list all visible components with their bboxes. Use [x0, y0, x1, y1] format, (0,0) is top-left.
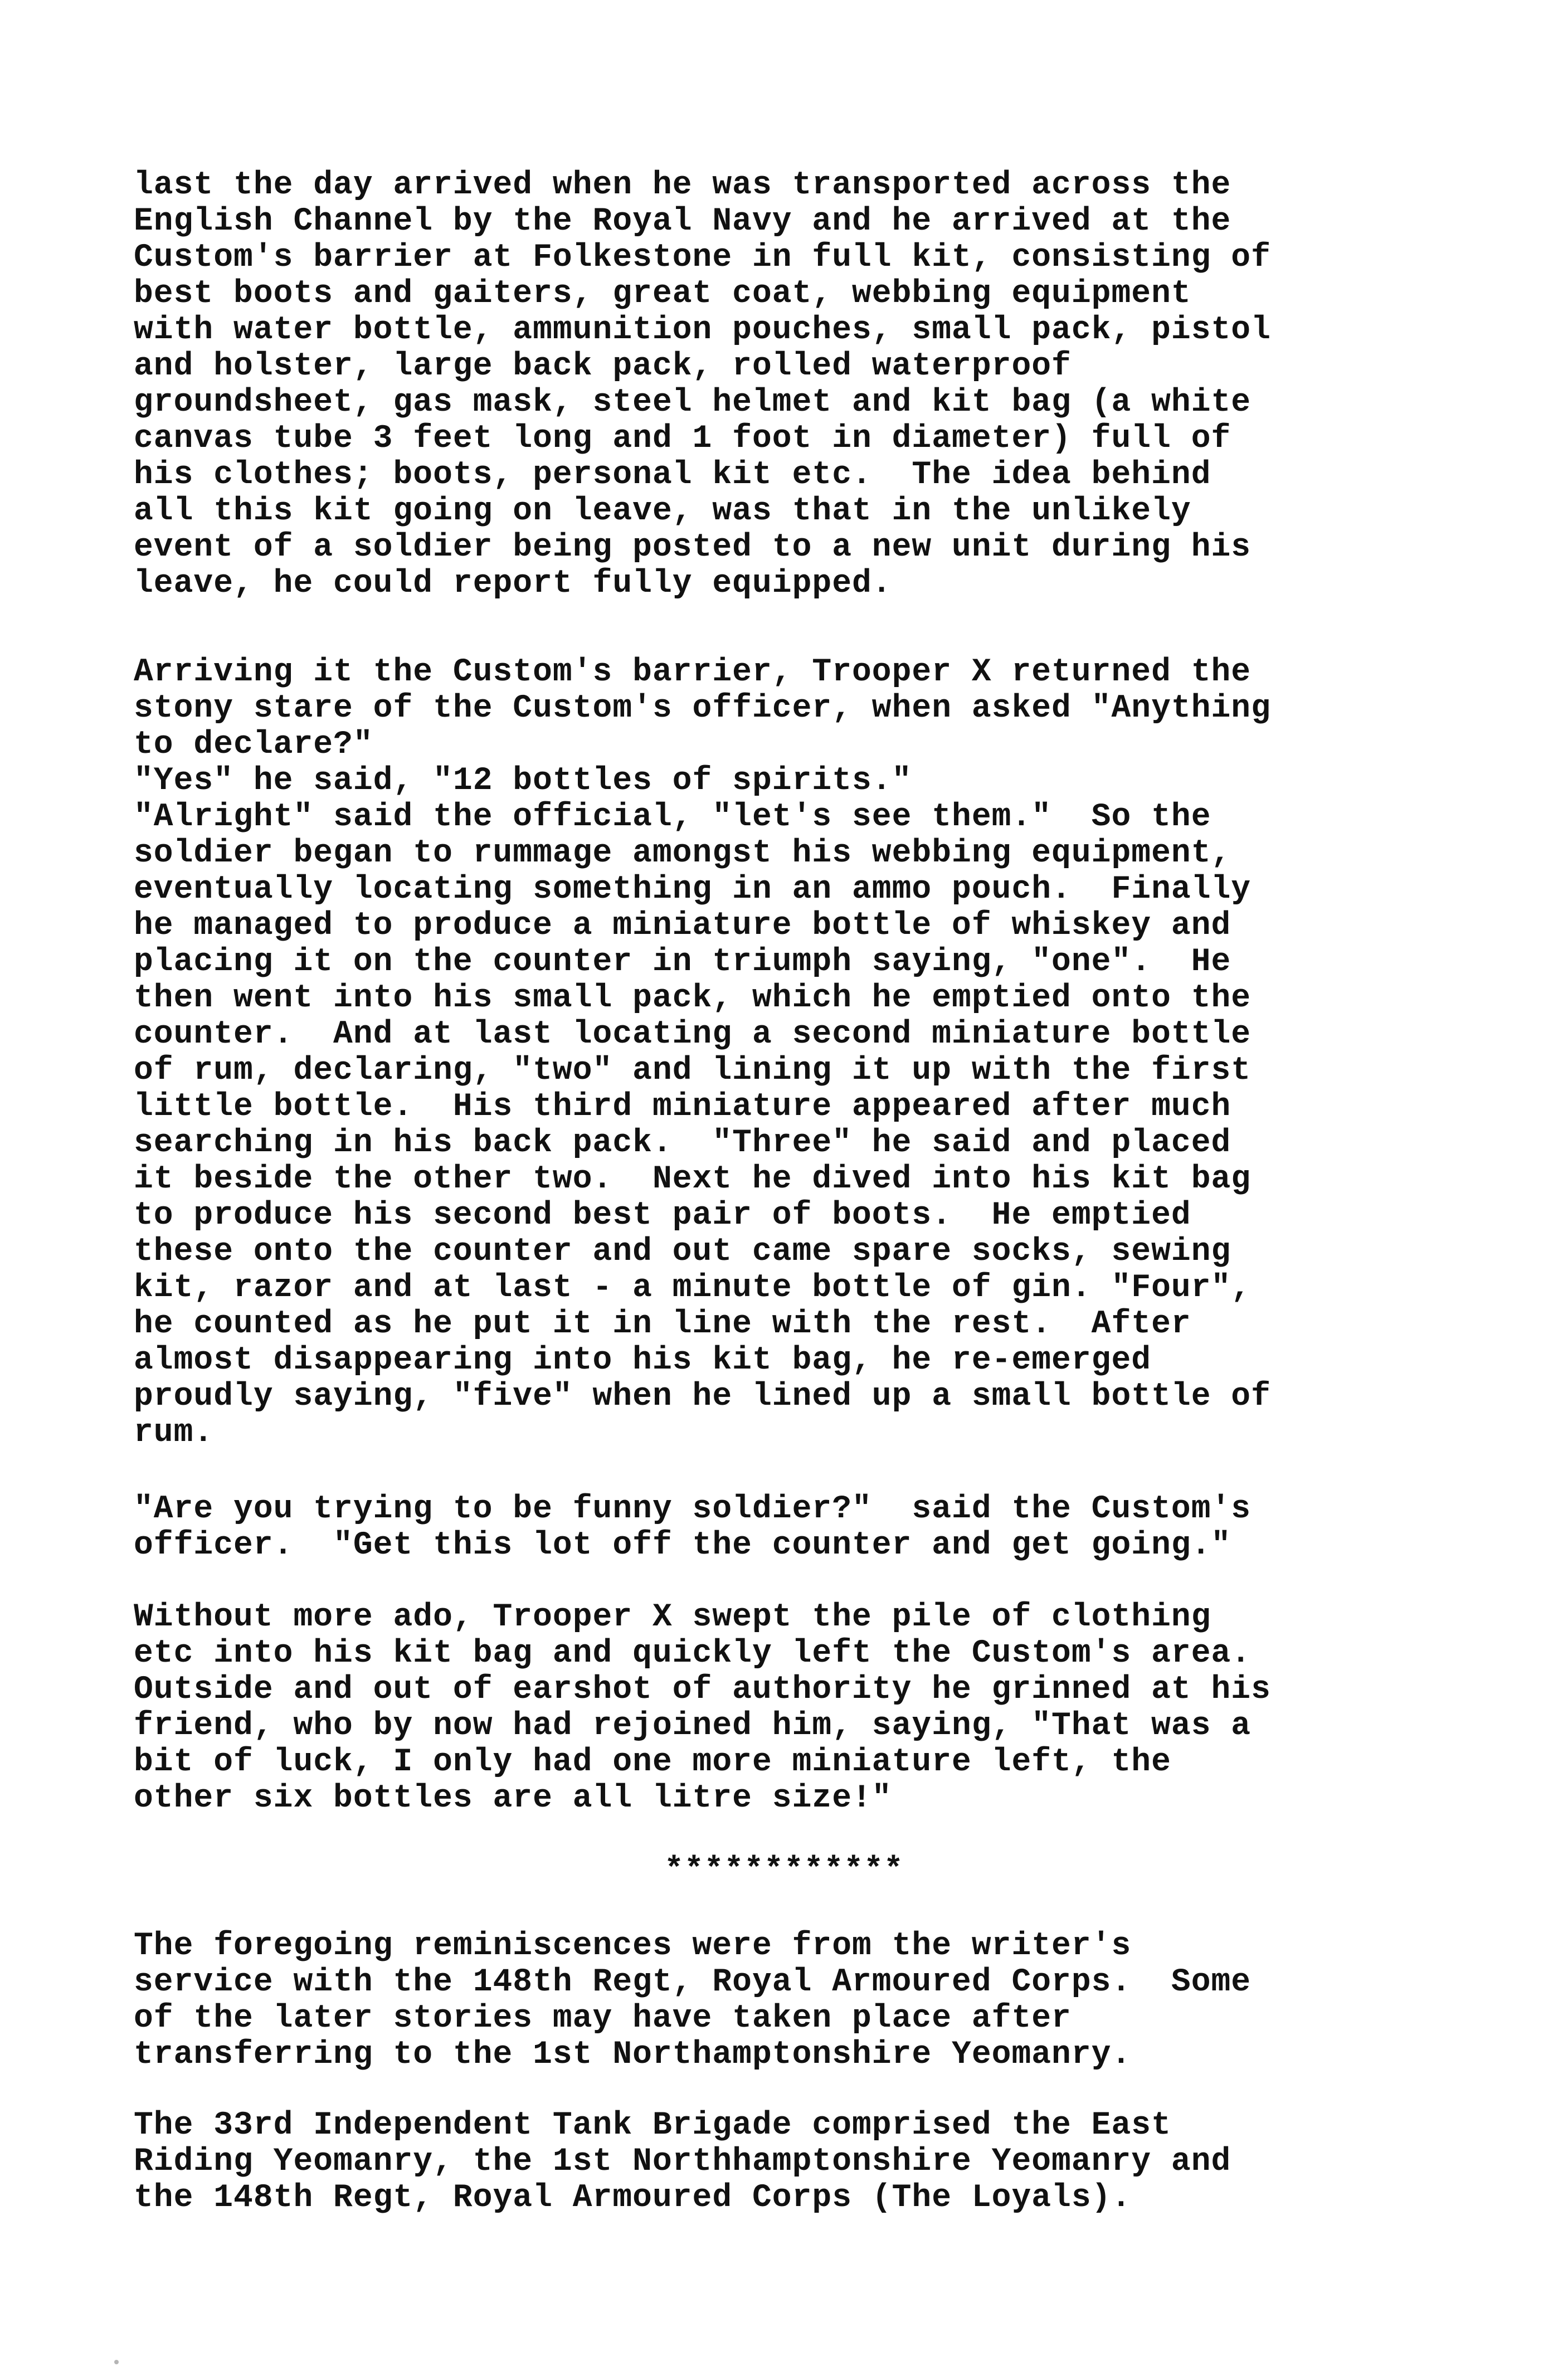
text-line: rum.	[134, 1415, 214, 1451]
text-line: of the later stories may have taken place after	[134, 2000, 1072, 2037]
text-line: event of a soldier being posted to a new unit during his	[134, 529, 1252, 566]
text-line: "Yes" he said, "12 bottles of spirits."	[134, 763, 912, 799]
section-separator: ************	[664, 1852, 904, 1888]
text-line: best boots and gaiters, great coat, webbing equipment	[134, 276, 1191, 312]
text-line: it beside the other two. Next he dived into his kit bag	[134, 1161, 1252, 1197]
text-line: "Alright" said the official, "let's see them." So the	[134, 799, 1211, 835]
text-line: The 33rd Independent Tank Brigade comprised the East	[134, 2107, 1171, 2144]
text-line: with water bottle, ammunition pouches, small pack, pistol	[134, 312, 1271, 348]
text-line: transferring to the 1st Northamptonshire Yeomanry.	[134, 2037, 1132, 2073]
text-line: he counted as he put it in line with the rest. After	[134, 1306, 1191, 1342]
text-line: groundsheet, gas mask, steel helmet and kit bag (a white	[134, 384, 1252, 421]
text-line: then went into his small pack, which he emptied onto the	[134, 980, 1252, 1016]
text-line: he managed to produce a miniature bottle of whiskey and	[134, 908, 1231, 944]
text-line: Outside and out of earshot of authority he grinned at his	[134, 1672, 1271, 1708]
text-line: officer. "Get this lot off the counter and get going."	[134, 1527, 1231, 1564]
text-line: canvas tube 3 feet long and 1 foot in diameter) full of	[134, 421, 1231, 457]
text-line: to declare?"	[134, 727, 373, 763]
paragraph-kit-description	[134, 167, 1460, 602]
paragraph-punchline	[134, 1599, 1460, 1817]
text-line: proudly saying, "five" when he lined up a small bottle of	[134, 1379, 1271, 1415]
text-line: kit, razor and at last - a minute bottle of gin. "Four",	[134, 1270, 1252, 1306]
text-line: leave, he could report fully equipped.	[134, 566, 892, 602]
text-line: his clothes; boots, personal kit etc. The idea behind	[134, 457, 1211, 493]
text-line: last the day arrived when he was transported across the	[134, 167, 1231, 203]
text-line: other six bottles are all litre size!"	[134, 1780, 892, 1817]
text-line: Arriving it the Custom's barrier, Trooper X returned the	[134, 654, 1252, 690]
text-line: Riding Yeomanry, the 1st Northhamptonshire Yeomanry and	[134, 2144, 1231, 2180]
text-line: stony stare of the Custom's officer, when asked "Anything	[134, 690, 1271, 727]
text-line: counter. And at last locating a second miniature bottle	[134, 1016, 1252, 1053]
text-line: all this kit going on leave, was that in the unlikely	[134, 493, 1191, 529]
scan-speck	[114, 2360, 119, 2364]
paragraph-officer-reply	[134, 1491, 1460, 1564]
text-line: little bottle. His third miniature appeared after much	[134, 1089, 1231, 1125]
paragraph-brigade-note	[134, 2107, 1460, 2216]
text-line: Without more ado, Trooper X swept the pile of clothing	[134, 1599, 1211, 1635]
paragraph-reminiscences-note	[134, 1928, 1460, 2073]
text-line: etc into his kit bag and quickly left the Custom's area.	[134, 1635, 1252, 1672]
text-line: bit of luck, I only had one more miniature left, the	[134, 1744, 1171, 1780]
text-line: eventually locating something in an ammo pouch. Finally	[134, 871, 1252, 908]
paragraph-customs-story	[134, 654, 1460, 1451]
text-line: Custom's barrier at Folkestone in full kit, consisting of	[134, 240, 1271, 276]
text-line: placing it on the counter in triumph saying, "one". He	[134, 944, 1231, 980]
text-line: service with the 148th Regt, Royal Armoured Corps. Some	[134, 1964, 1252, 2000]
text-line: these onto the counter and out came spare socks, sewing	[134, 1234, 1231, 1270]
text-line: the 148th Regt, Royal Armoured Corps (The Loyals).	[134, 2180, 1132, 2216]
text-line: soldier began to rummage amongst his webbing equipment,	[134, 835, 1231, 871]
text-line: to produce his second best pair of boots. He emptied	[134, 1197, 1191, 1234]
text-line: English Channel by the Royal Navy and he arrived at the	[134, 203, 1231, 240]
text-line: and holster, large back pack, rolled waterproof	[134, 348, 1072, 384]
text-line: friend, who by now had rejoined him, saying, "That was a	[134, 1708, 1252, 1744]
text-line: searching in his back pack. "Three" he said and placed	[134, 1125, 1231, 1161]
text-line: "Are you trying to be funny soldier?" said the Custom's	[134, 1491, 1252, 1527]
text-line: of rum, declaring, "two" and lining it up with the first	[134, 1053, 1252, 1089]
text-line: almost disappearing into his kit bag, he re-emerged	[134, 1342, 1152, 1379]
text-line: The foregoing reminiscences were from the writer's	[134, 1928, 1132, 1964]
